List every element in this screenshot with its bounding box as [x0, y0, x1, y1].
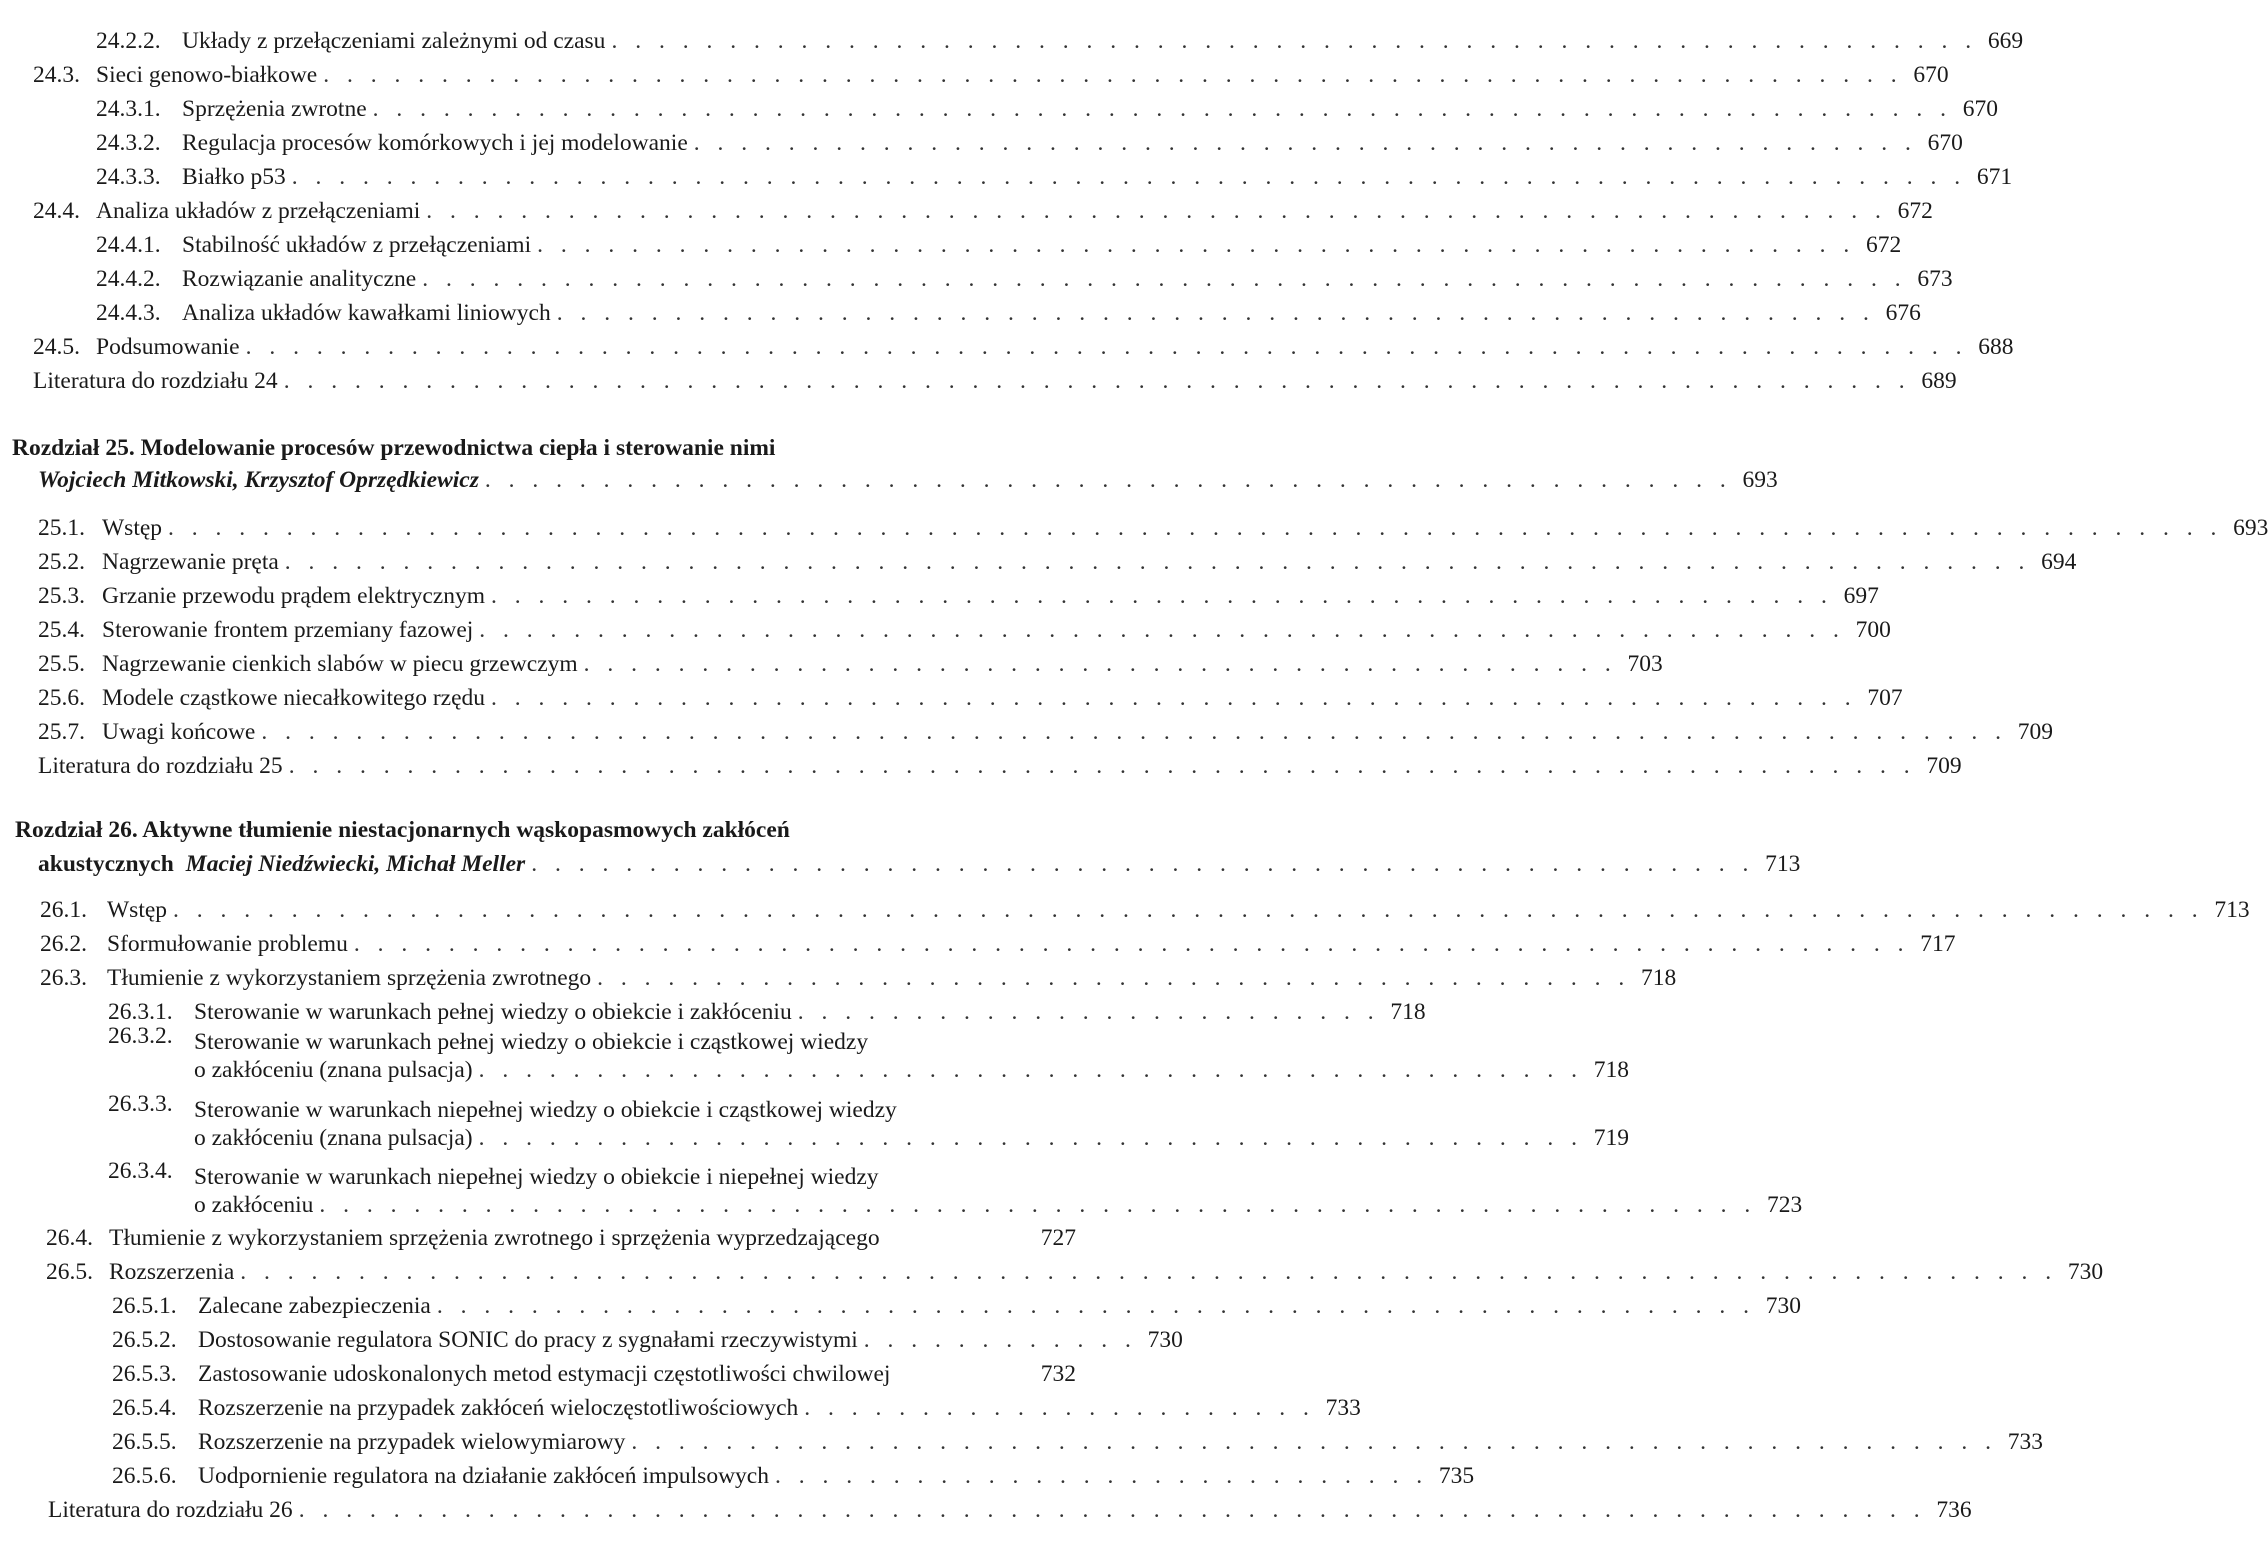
entry-number: 25.6. [38, 685, 85, 711]
entry-title: Wstęp [107, 897, 168, 923]
entry-title: Sterowanie w warunkach niepełnej wiedzy o obiekcie i niepełnej wiedzy [194, 1164, 879, 1190]
entry-title: Zalecane zabezpieczenia [198, 1293, 431, 1319]
toc-entry[interactable] [112, 1426, 2044, 1456]
entry-title: Tłumienie z wykorzystaniem sprzężenia zwrotnego i sprzężenia wyprzedzającego [109, 1225, 880, 1251]
entry-page: 669 [1987, 28, 2024, 54]
toc-entry[interactable] [112, 1358, 1076, 1388]
entry-number: 25.2. [38, 549, 85, 575]
chapter-heading[interactable]: Rozdział 26. Aktywne tłumienie niestacjonarnych wąskopasmowych zakłóceń [15, 817, 790, 843]
leader-dots: . . . . . . . . . . . . . . . . . . . . . . . . . . . . . . . . . . . . . . . . . . . . . . . . . . . . . . . . . . [611, 28, 1978, 54]
entry-title: Regulacja procesów komórkowych i jej modelowanie [182, 130, 688, 156]
toc-entry[interactable] [96, 127, 1963, 157]
entry-page: 733 [2007, 1429, 2044, 1455]
entry-number: 24.4.1. [96, 232, 161, 258]
chapter-heading[interactable]: Rozdział 25. Modelowanie procesów przewodnictwa ciepła i sterowanie nimi [12, 435, 776, 461]
leader-dots: . . . . . . . . . . . . [863, 1327, 1137, 1353]
entry-number: 26.5.4. [112, 1395, 177, 1421]
toc-entry[interactable] [33, 331, 2014, 361]
toc-entry[interactable] [33, 195, 1933, 225]
entry-page: 697 [1843, 583, 1879, 609]
chapter-authors-row[interactable] [38, 848, 1801, 878]
toc-entry[interactable] [33, 59, 1949, 89]
chapter-authors: Wojciech Mitkowski, Krzysztof Oprzędkiewicz [38, 467, 479, 493]
entry-page: 689 [1921, 368, 1957, 394]
entry-title: Uwagi końcowe [102, 719, 256, 745]
entry-number: 26.5.5. [112, 1429, 177, 1455]
entry-page: 713 [2214, 897, 2250, 923]
entry-title: Literatura do rozdziału 25 [38, 753, 283, 779]
entry-page: 723 [1767, 1192, 1803, 1218]
entry-number: 25.4. [38, 617, 85, 643]
entry-number: 24.3. [33, 62, 80, 88]
toc-entry[interactable] [112, 1392, 1361, 1422]
toc-entry[interactable] [96, 263, 1953, 293]
toc-entry[interactable] [96, 25, 2024, 55]
entry-page: 673 [1917, 266, 1953, 292]
entry-page: 709 [1926, 753, 1962, 779]
toc-entry[interactable] [46, 1222, 1076, 1252]
entry-number: 26.3.1. [108, 999, 173, 1025]
toc-entry[interactable] [108, 1090, 1629, 1152]
entry-title-cont: o zakłóceniu [194, 1192, 314, 1218]
entry-page: 670 [1913, 62, 1949, 88]
entry-title: Rozszerzenie na przypadek wielowymiarowy [198, 1429, 626, 1455]
entry-page: 693 [2233, 515, 2268, 541]
toc-entry[interactable] [48, 1494, 1972, 1524]
toc-entry[interactable] [112, 1324, 1183, 1354]
toc-entry[interactable] [38, 546, 2077, 576]
entry-title: Rozszerzenia [109, 1259, 235, 1285]
entry-title: Tłumienie z wykorzystaniem sprzężenia zwrotnego [107, 965, 592, 991]
leader-dots: . . . . . . . . . . . . . . . . . . . . . . . . . . . . . . . . . . . . . . . . . . . . . . . . . . . . . . . . . . . . . . . . . . . . . . . [291, 164, 1967, 190]
entry-title: Modele cząstkowe niecałkowitego rzędu [102, 685, 486, 711]
leader-dots: . . . . . . . . . . . . . . . . . . . . . . . . . . . . . . . . . . . . . . . . . . . . . . . . . . . . . . . . . [491, 583, 1833, 609]
toc-entry[interactable] [46, 1256, 2104, 1286]
entry-title: Analiza układów kawałkami liniowych [182, 300, 551, 326]
leader-dots: . . . . . . . . . . . . . . . . . . . . . . . . . . . . . . . . . . . . . . . . . . . . . . . . . . . . . . . . . . [631, 1429, 1998, 1455]
toc-entry[interactable] [38, 716, 2053, 746]
entry-title: Podsumowanie [96, 334, 240, 360]
entry-title: Zastosowanie udoskonalonych metod estymacji częstotliwości chwilowej [198, 1361, 891, 1387]
leader-dots [886, 1224, 1030, 1252]
entry-page: 727 [1040, 1225, 1076, 1251]
entry-number: 26.1. [40, 897, 87, 923]
toc-entry[interactable] [96, 93, 1999, 123]
leader-dots: . . . . . . . . . . . . . . . . . . . . . . . . . . . . . . . . . . . . . . . . . . . . [583, 651, 1617, 677]
entry-title: Nagrzewanie cienkich slabów w piecu grzewczym [102, 651, 578, 677]
entry-number: 26.3.3. [108, 1091, 173, 1117]
toc-entry[interactable] [38, 614, 1891, 644]
leader-dots: . . . . . . . . . . . . . . . . . . . . . . . . . . . . . . . . . . . . . . . . . . . . . . . . . . . . . . . . . . . . . . . . . . . . . . . . . . . . . . . . . . . . . . . [168, 515, 2223, 541]
entry-number: 24.3.2. [96, 130, 161, 156]
leader-dots: . . . . . . . . . . . . . . . . . . . . . . . . . . . . . . . . . . . . . . . . . . . . . . . . . . . . . . . . . . . . . [319, 1192, 1757, 1218]
entry-page: 670 [1962, 96, 1999, 122]
toc-entry[interactable] [96, 297, 1921, 327]
toc-entry[interactable] [40, 962, 1677, 992]
leader-dots: . . . . . . . . . . . . . . . . . . . . . . . . . . . . . . . . . . . . . . . . . . . . . . . . . . . . . . . . [537, 232, 1856, 258]
toc-entry[interactable] [38, 648, 1663, 678]
entry-page: 718 [1390, 999, 1426, 1025]
entry-title: Sieci genowo-białkowe [96, 62, 318, 88]
toc-entry[interactable] [112, 1460, 1475, 1490]
entry-title: Grzanie przewodu prądem elektrycznym [102, 583, 485, 609]
entry-title: Sterowanie w warunkach pełnej wiedzy o obiekcie i zakłóceniu [194, 999, 792, 1025]
leader-dots: . . . . . . . . . . . . . . . . . . . . . . . . . . . . . . . . . . . . . . . . . . . . . . . . . . . . . . . . . . . . . . . . . . . . . . . . . . . . . [240, 1259, 2058, 1285]
leader-dots: . . . . . . . . . . . . . . . . . . . . . . . . . . . . . . . . . . . . . . . . . . . . . . . . . . . . . . . . [556, 300, 1875, 326]
toc-entry[interactable] [108, 1022, 1629, 1084]
entry-title: Analiza układów z przełączeniami [96, 198, 421, 224]
leader-dots: . . . . . . . . . . . . . . . . . . . . . . . . . . . . . . . . . . . . . . . . . . . . . . . . . . . . . . . . . . . . . . [426, 198, 1887, 224]
toc-entry[interactable] [38, 682, 1903, 712]
chapter-authors-row[interactable] [38, 464, 1778, 494]
entry-page: 672 [1865, 232, 1902, 258]
entry-number: 25.5. [38, 651, 85, 677]
entry-page: 717 [1920, 931, 1956, 957]
toc-entry[interactable] [38, 580, 1879, 610]
entry-number: 26.3.4. [108, 1158, 173, 1184]
entry-title: Stabilność układów z przełączeniami [182, 232, 532, 258]
entry-page: 672 [1897, 198, 1933, 224]
toc-entry[interactable] [38, 750, 1962, 780]
leader-dots: . . . . . . . . . . . . . . . . . . . . . . . . . . . . . . . . . . . . . . . . . . . . . . . . . . . . . . . . . . . . . . . . . . . [372, 96, 1953, 122]
leader-dots: . . . . . . . . . . . . . . . . . . . . . . . . . . . . . . . . . . . . . . . . . . . . . . . . . . . . [531, 851, 1755, 877]
entry-title: Rozszerzenie na przypadek zakłóceń wieloczęstotliwościowych [198, 1395, 799, 1421]
leader-dots: . . . . . . . . . . . . . . . . . . . . . . . . . . . . . . . . . . . . . . . . . . . . . . . . . . . . . . . . . . . . . . . . . . . . . [288, 753, 1916, 779]
entry-title: Literatura do rozdziału 26 [48, 1497, 293, 1523]
leader-dots: . . . . . . . . . . . . . . . . . . . . . . . . . . . . . . . . . . . . . . . . . . . . . . . [478, 1057, 1583, 1083]
chapter-authors: Maciej Niedźwiecki, Michał Meller [185, 851, 526, 877]
toc-entry[interactable] [96, 229, 1902, 259]
leader-dots: . . . . . . . . . . . . . . . . . . . . . . . . . . . . . . . . . . . . . . . . . . . . . . . . . . . . . . . . . . . . . . . . . . . . . [298, 1497, 1926, 1523]
entry-page: 671 [1976, 164, 2013, 190]
leader-dots: . . . . . . . . . . . . . . . . . . . . . . . . . . . . . . . . . . . . . . . . . . . . . . . . . . . . . . . . . . [479, 617, 1845, 643]
entry-page: 718 [1593, 1057, 1629, 1083]
leader-dots: . . . . . . . . . . . . . . . . . . . . . . . . . . . . . . . . . . . . . . . . . . . . . . . . . . . . . . . . . . . . . . . . . . . [323, 62, 1903, 88]
entry-number: 26.5.6. [112, 1463, 177, 1489]
leader-dots: . . . . . . . . . . . . . . . . . . . . . . . . . . . . . . . . . . . . . . . . . . . . . . . . . . . . . . . . . . . . . . . [422, 266, 1907, 292]
leader-dots: . . . . . . . . . . . . . . . . . . . . . . . . . . . . . . . . . . . . . . . . . . . . . . . [478, 1125, 1583, 1151]
entry-title-cont: o zakłóceniu (znana pulsacja) [194, 1125, 473, 1151]
entry-page: 713 [1765, 851, 1801, 877]
leader-dots: . . . . . . . . . . . . . . . . . . . . . . . . . . . . . . . . . . . . . . . . . . . . . . . . . . . . . . . . . . . . . . . . . . . . . . . . . . . . . . . . . . . . . . [173, 897, 2204, 923]
entry-page: 676 [1885, 300, 1921, 326]
entry-number: 26.5. [46, 1259, 93, 1285]
leader-dots: . . . . . . . . . . . . . . . . . . . . . . [804, 1395, 1315, 1421]
leader-dots: . . . . . . . . . . . . . . . . . . . . . . . . . . . . . . . . . . . . . . . . . . . . . . . . . . . . . . . . . . . . . . . . . . . . . . . . . [245, 334, 1968, 360]
entry-number: 24.2.2. [96, 28, 161, 54]
leader-dots: . . . . . . . . . . . . . . . . . . . . . . . . . . . . . . . . . . . . . . . . . . . . . . . . . . . . . . . . . . . . . . . . . . [353, 931, 1910, 957]
entry-number: 24.3.3. [96, 164, 161, 190]
leader-dots: . . . . . . . . . . . . . . . . . . . . . . . . . . . . . . . . . . . . . . . . . . . . . . . . . . . . . . . . . . [491, 685, 1857, 711]
entry-number: 26.5.1. [112, 1293, 177, 1319]
entry-number: 24.4.2. [96, 266, 161, 292]
toc-entry[interactable] [40, 894, 2250, 924]
entry-page: 719 [1593, 1125, 1629, 1151]
leader-dots: . . . . . . . . . . . . . . . . . . . . . . . . . . . . . . . . . . . . . . . . . . . . . . . . . . . . . . . . . . . . . . . . . . . . . . . . . . [261, 719, 2007, 745]
entry-number: 26.3.2. [108, 1023, 173, 1049]
entry-title: Dostosowanie regulatora SONIC do pracy z sygnałami rzeczywistymi [198, 1327, 858, 1353]
toc-entry[interactable] [96, 161, 2013, 191]
entry-page: 732 [1040, 1361, 1076, 1387]
entry-number: 24.4. [33, 198, 80, 224]
entry-title: Wstęp [102, 515, 163, 541]
entry-number: 24.4.3. [96, 300, 161, 326]
toc-entry[interactable] [108, 1157, 1803, 1219]
entry-number: 26.3. [40, 965, 87, 991]
entry-title: Sprzężenia zwrotne [182, 96, 367, 122]
entry-title: Uodpornienie regulatora na działanie zakłóceń impulsowych [198, 1463, 769, 1489]
entry-page: 703 [1627, 651, 1663, 677]
toc-entry[interactable] [40, 928, 1956, 958]
entry-title: Sterowanie frontem przemiany fazowej [102, 617, 474, 643]
leader-dots [896, 1360, 1030, 1388]
entry-title: Białko p53 [182, 164, 286, 190]
leader-dots: . . . . . . . . . . . . . . . . . . . . . . . . . . . . . . . . . . . . . . . . . . . . . . . . . . . . . [484, 467, 1732, 493]
entry-page: 670 [1927, 130, 1963, 156]
entry-page: 688 [1978, 334, 2014, 360]
entry-number: 25.7. [38, 719, 85, 745]
entry-page: 693 [1742, 467, 1778, 493]
entry-title-cont: o zakłóceniu (znana pulsacja) [194, 1057, 473, 1083]
toc-entry[interactable] [38, 512, 2268, 542]
leader-dots: . . . . . . . . . . . . . . . . . . . . . . . . . . . . . . . . . . . . . . . . . . . . . . . . . . . . . . . . . . . . . . . . . . . . . . . . . . [284, 549, 2031, 575]
entry-page: 730 [1765, 1293, 1801, 1319]
entry-page: 730 [1147, 1327, 1183, 1353]
entry-page: 700 [1855, 617, 1891, 643]
entry-title: Sterowanie w warunkach niepełnej wiedzy o obiekcie i cząstkowej wiedzy [194, 1097, 897, 1123]
entry-page: 694 [2041, 549, 2077, 575]
entry-title: Nagrzewanie pręta [102, 549, 279, 575]
leader-dots: . . . . . . . . . . . . . . . . . . . . . . . . . . . . . . . . . . . . . . . . . . . . . . . . . . . . . . . . . . . . . . . . . . . . . [283, 368, 1911, 394]
entry-number: 25.3. [38, 583, 85, 609]
entry-page: 709 [2017, 719, 2053, 745]
toc-entry[interactable] [112, 1290, 1801, 1320]
entry-title: Literatura do rozdziału 24 [33, 368, 278, 394]
entry-page: 736 [1936, 1497, 1972, 1523]
entry-number: 24.5. [33, 334, 80, 360]
entry-title: Sterowanie w warunkach pełnej wiedzy o obiekcie i cząstkowej wiedzy [194, 1029, 869, 1055]
entry-page: 733 [1325, 1395, 1361, 1421]
entry-page: 718 [1641, 965, 1677, 991]
entry-title: Sformułowanie problemu [107, 931, 348, 957]
chapter-heading-cont: akustycznych [38, 851, 174, 877]
toc-entry[interactable] [33, 365, 1957, 395]
entry-title: Układy z przełączeniami zależnymi od czasu [182, 28, 606, 54]
leader-dots: . . . . . . . . . . . . . . . . . . . . . . . . . . . . . . . . . . . . . . . . . . . . [597, 965, 1631, 991]
entry-page: 707 [1867, 685, 1903, 711]
leader-dots: . . . . . . . . . . . . . . . . . . . . . . . . . . . . . . . . . . . . . . . . . . . . . . . . . . . . [693, 130, 1917, 156]
entry-number: 26.5.2. [112, 1327, 177, 1353]
entry-title: Rozwiązanie analityczne [182, 266, 417, 292]
leader-dots: . . . . . . . . . . . . . . . . . . . . . . . . . . . . [774, 1463, 1429, 1489]
entry-number: 24.3.1. [96, 96, 161, 122]
entry-number: 26.2. [40, 931, 87, 957]
leader-dots: . . . . . . . . . . . . . . . . . . . . . . . . . . . . . . . . . . . . . . . . . . . . . . . . . . . . . . . . [436, 1293, 1755, 1319]
entry-page: 735 [1438, 1463, 1475, 1489]
entry-number: 26.4. [46, 1225, 93, 1251]
leader-dots: . . . . . . . . . . . . . . . . . . . . . . . . . [797, 999, 1380, 1025]
entry-page: 730 [2067, 1259, 2104, 1285]
entry-number: 26.5.3. [112, 1361, 177, 1387]
entry-number: 25.1. [38, 515, 85, 541]
